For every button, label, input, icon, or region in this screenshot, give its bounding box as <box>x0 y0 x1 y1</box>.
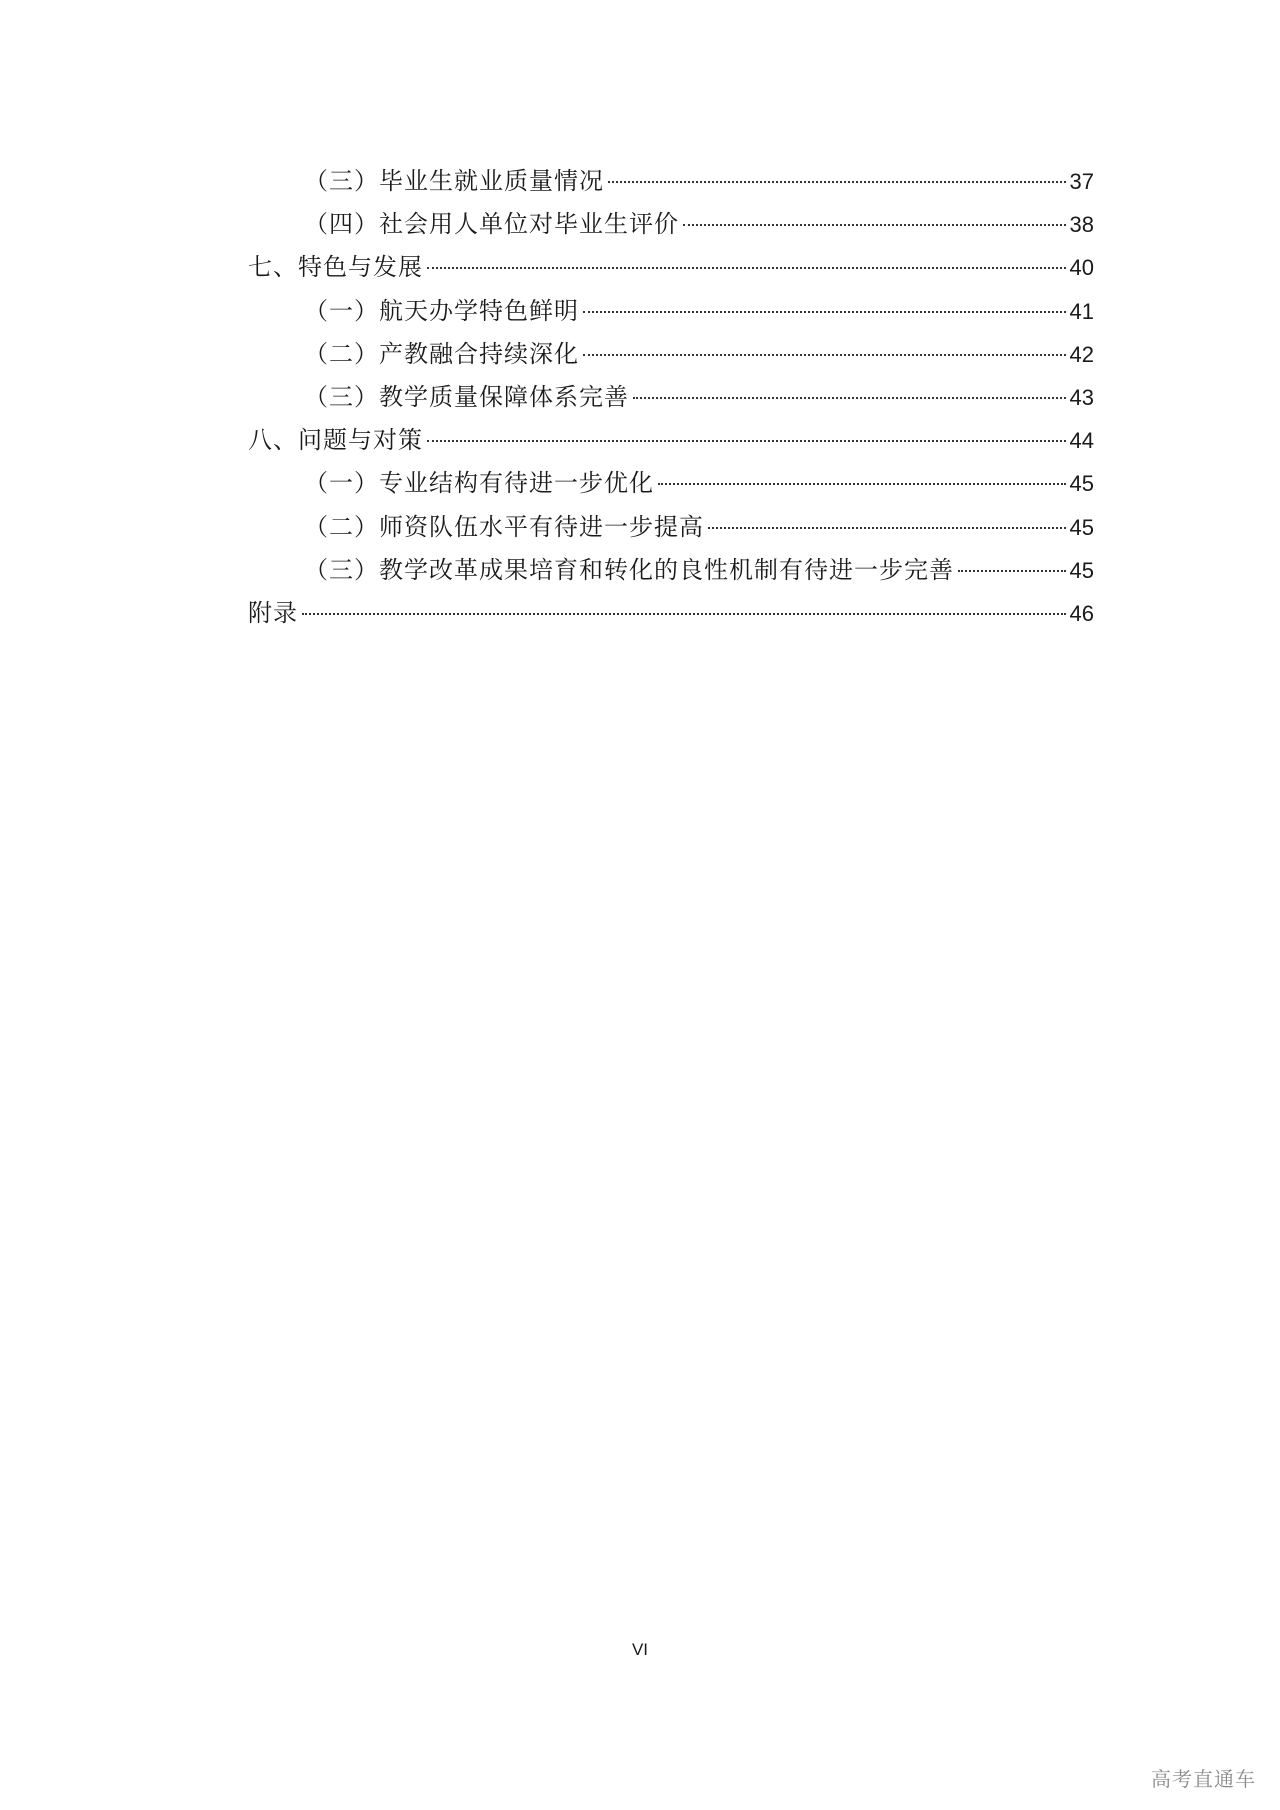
toc-entry-page: 42 <box>1069 341 1094 367</box>
toc-entry-page: 44 <box>1069 428 1094 454</box>
toc-entry-title: 八、问题与对策 <box>248 426 423 455</box>
toc-entry-title: （一）航天办学特色鲜明 <box>304 296 579 325</box>
toc-entry-page: 46 <box>1069 600 1094 626</box>
toc-entry-page: 41 <box>1069 298 1094 324</box>
toc-entry-page: 45 <box>1069 514 1094 540</box>
toc-dot-leader <box>958 570 1066 572</box>
toc-dot-leader <box>633 397 1066 399</box>
toc-entry[interactable] <box>248 462 1094 505</box>
toc-dot-leader <box>608 181 1066 183</box>
toc-dot-leader <box>683 224 1066 226</box>
page-number: VI <box>631 1640 649 1659</box>
toc-entry-title: 附录 <box>248 598 298 627</box>
toc-entry-page: 45 <box>1069 471 1094 497</box>
toc-entry-title: （三）教学改革成果培育和转化的良性机制有待进一步完善 <box>304 555 954 584</box>
toc-entry-page: 40 <box>1069 255 1094 281</box>
toc-entry-page: 43 <box>1069 384 1094 410</box>
toc-dot-leader <box>427 440 1066 442</box>
toc-entry[interactable] <box>248 506 1094 549</box>
toc-entry-title: （二）产教融合持续深化 <box>304 339 579 368</box>
toc-entry[interactable] <box>248 333 1094 376</box>
toc-dot-leader <box>583 311 1066 313</box>
toc-entry-title: （四）社会用人单位对毕业生评价 <box>304 210 679 239</box>
toc-entry-title: 七、特色与发展 <box>248 253 423 282</box>
watermark: 高考直通车 <box>1151 1767 1256 1791</box>
toc-entry-page: 45 <box>1069 557 1094 583</box>
toc-entry-title: （二）师资队伍水平有待进一步提高 <box>304 512 704 541</box>
toc-entry[interactable] <box>248 246 1094 289</box>
toc-dot-leader <box>708 527 1066 529</box>
toc-entry[interactable] <box>248 290 1094 333</box>
toc-entry-page: 38 <box>1069 212 1094 238</box>
table-of-contents <box>248 160 1094 635</box>
toc-entry[interactable] <box>248 203 1094 246</box>
toc-dot-leader <box>427 267 1066 269</box>
toc-entry-title: （三）毕业生就业质量情况 <box>304 167 604 195</box>
toc-entry[interactable] <box>248 376 1094 419</box>
toc-entry[interactable] <box>248 419 1094 462</box>
toc-dot-leader <box>302 613 1066 615</box>
toc-entry-title: （一）专业结构有待进一步优化 <box>304 469 654 498</box>
toc-dot-leader <box>658 483 1066 485</box>
toc-dot-leader <box>583 354 1066 356</box>
toc-entry-page: 37 <box>1069 169 1094 194</box>
toc-entry[interactable] <box>248 160 1094 203</box>
toc-entry[interactable] <box>248 549 1094 592</box>
toc-entry[interactable] <box>248 592 1094 635</box>
toc-entry-title: （三）教学质量保障体系完善 <box>304 382 629 411</box>
